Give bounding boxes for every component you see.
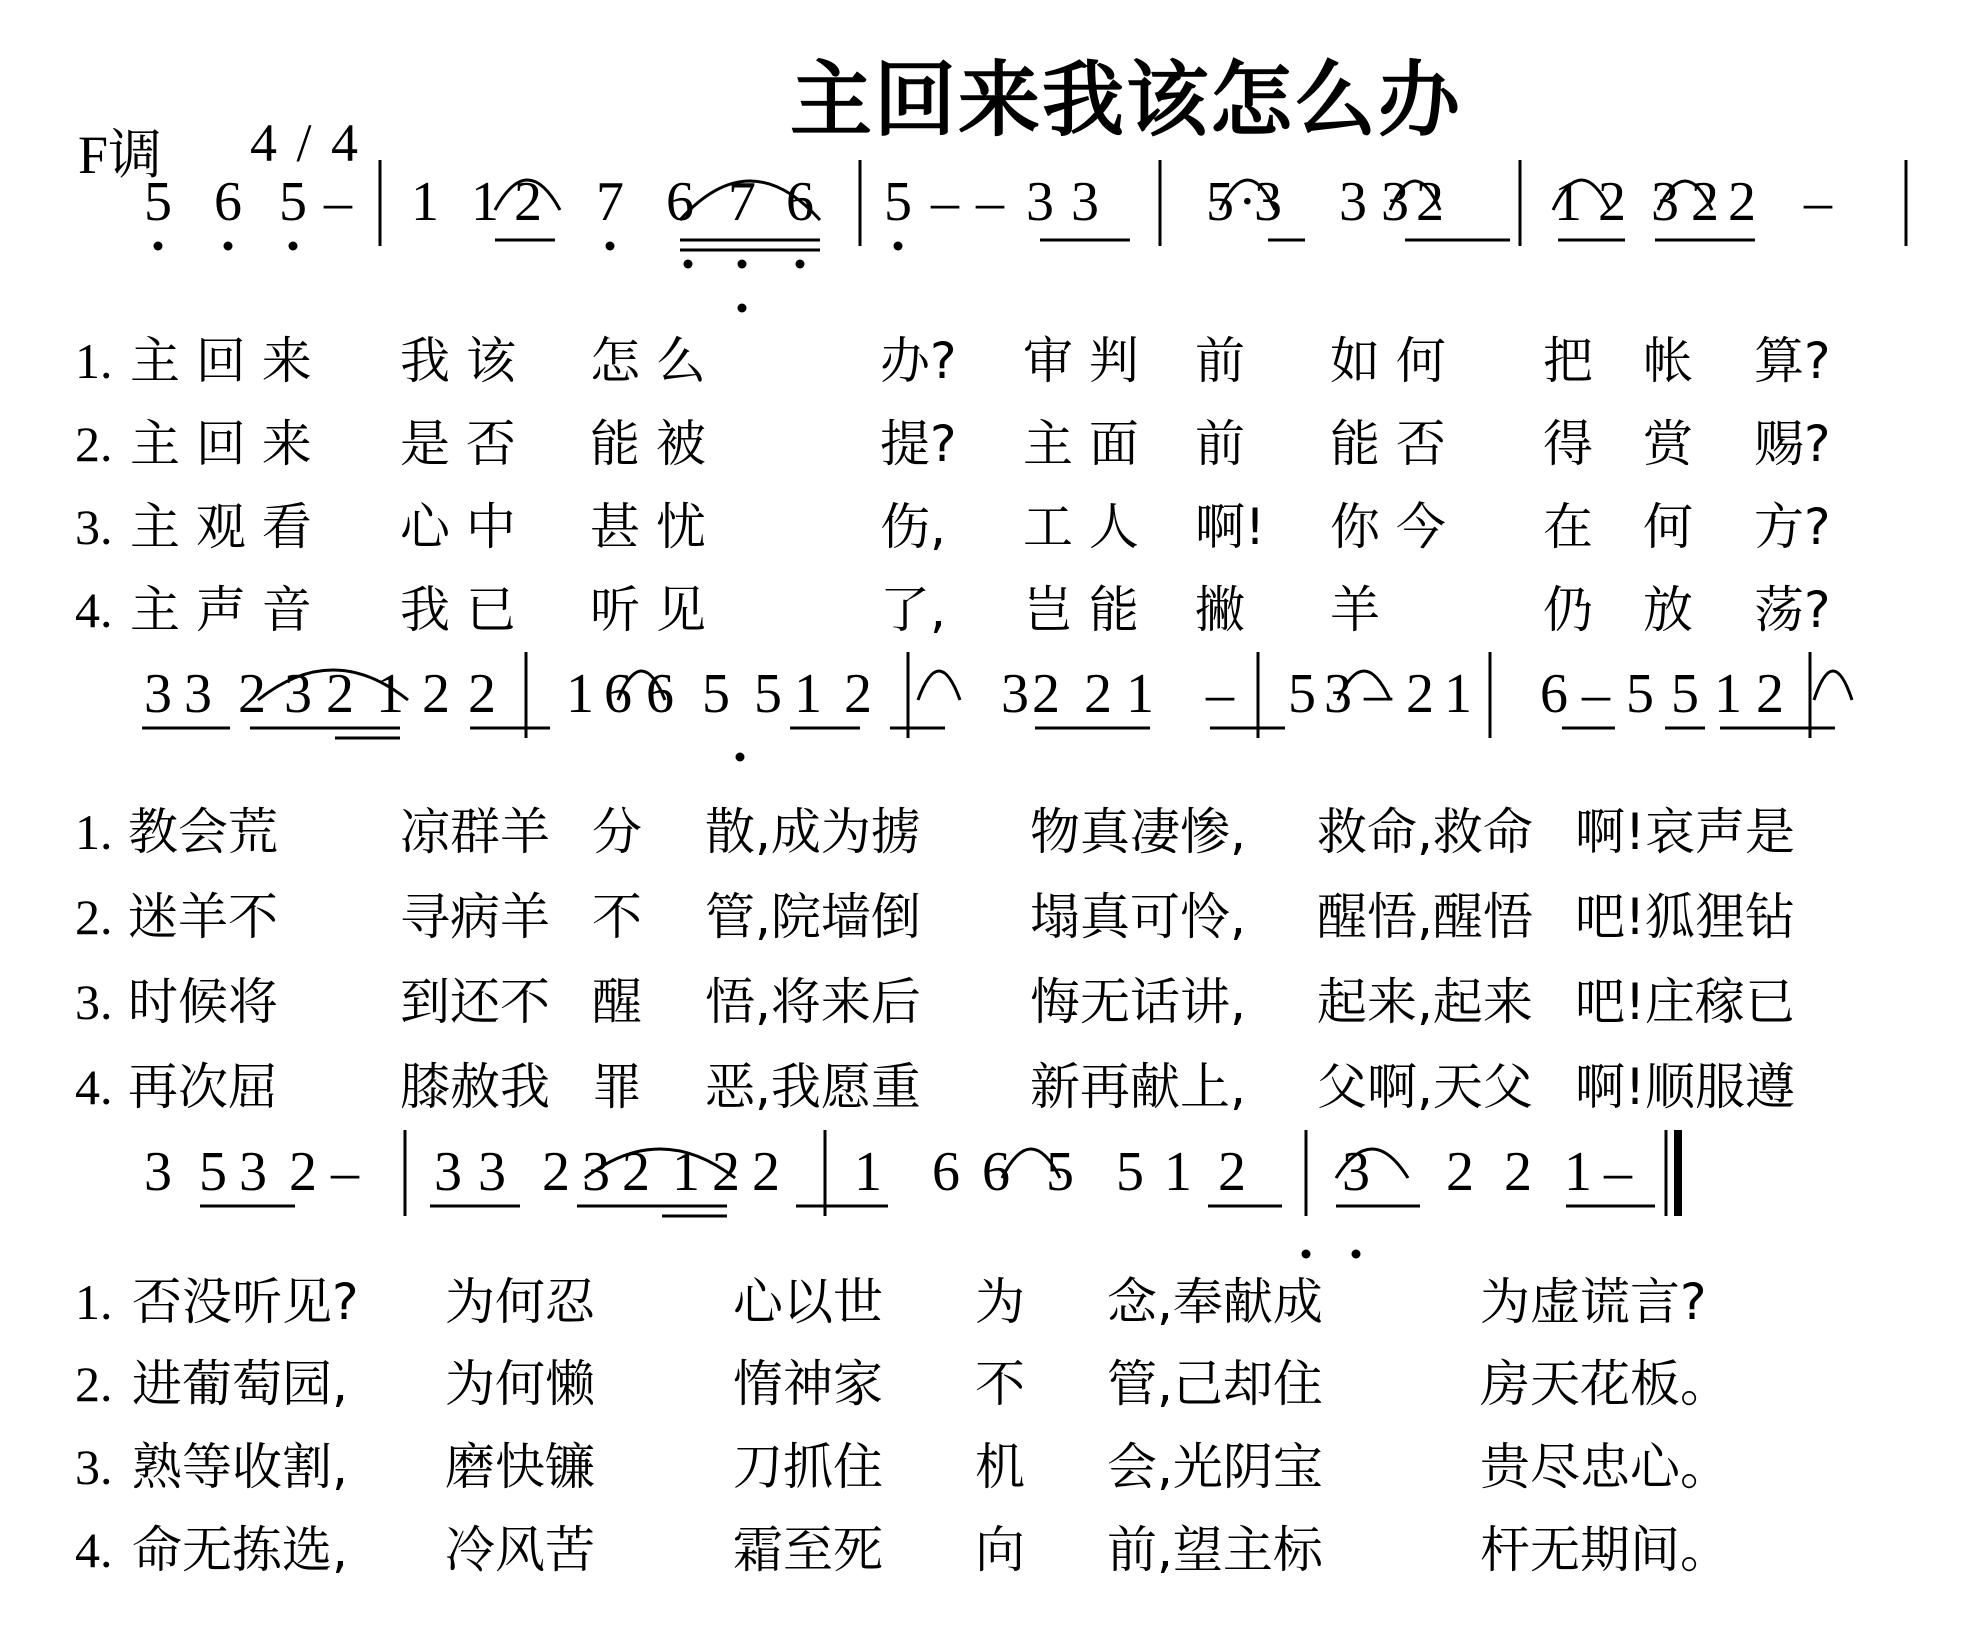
note: 3 [1339, 171, 1367, 233]
lyric-segment: 主 观 看 [130, 498, 312, 556]
lyric-segment: 霜至死 [733, 1521, 883, 1579]
lyric-segment: 向 [975, 1521, 1025, 1579]
verse-number: 2. [75, 416, 113, 472]
lyric-segment: 得 [1543, 415, 1593, 473]
lyric-segment: 起来,起来 [1317, 973, 1533, 1031]
lyric-segment: 迷羊不 [128, 888, 278, 946]
note: 2 [1504, 1141, 1532, 1203]
lyric-segment: 前,望主标 [1107, 1521, 1323, 1579]
octave-dot [738, 260, 747, 269]
note: 2 [1218, 1141, 1246, 1203]
note: 2 [752, 1141, 780, 1203]
octave-dot [738, 304, 747, 313]
lyric-segment: 醒悟,醒悟 [1317, 888, 1533, 946]
lyric-segment: 为何懒 [445, 1355, 595, 1413]
note: 2 [1728, 171, 1756, 233]
note: 3 [1324, 663, 1352, 725]
lyric-segment: 吧!狐狸钻 [1575, 888, 1796, 946]
verse-number: 1. [75, 333, 113, 389]
lyric-segment: 父啊,天父 [1317, 1058, 1533, 1116]
note: 3 [1651, 171, 1679, 233]
note: 3 [582, 1141, 610, 1203]
note: 5 [884, 171, 912, 233]
note: 1 [1126, 663, 1154, 725]
lyric-segment: 为虚谎言? [1480, 1273, 1707, 1331]
lyric-segment: 听 见 [590, 581, 706, 639]
tie-slur [618, 671, 665, 700]
note: 2 [514, 171, 542, 233]
note: 3 [1342, 1141, 1370, 1203]
note: 1 [1554, 171, 1582, 233]
lyric-segment: 命无拣选, [132, 1521, 348, 1579]
note: 3 [478, 1141, 506, 1203]
note: 2 [1416, 171, 1444, 233]
note: 1 [1714, 663, 1742, 725]
octave-dot [1302, 1250, 1311, 1259]
verse-number: 4. [75, 1522, 113, 1578]
note-dash: – [331, 1141, 359, 1203]
lyric-segment: 甚 忧 [590, 498, 706, 556]
verse-number: 3. [75, 974, 113, 1030]
verse-number: 1. [75, 804, 113, 860]
lyric-segment: 进葡萄园, [132, 1355, 348, 1413]
note: 2 [326, 663, 354, 725]
lyric-segment: 啊! [1195, 498, 1266, 556]
note: 1 [794, 663, 822, 725]
lyric-segment: 能 被 [590, 415, 706, 473]
note: 6 [666, 171, 694, 233]
lyric-segment: 塌真可怜, [1030, 888, 1246, 946]
octave-dot [154, 242, 163, 251]
lyric-segment: 膝赦我 [400, 1058, 550, 1116]
note: 5 [1626, 663, 1654, 725]
tie-slur [1002, 1149, 1060, 1178]
note: 1 [1444, 663, 1472, 725]
tie-slur [495, 180, 560, 210]
note: 6 [982, 1141, 1010, 1203]
lyric-segment: 工 人 [1023, 498, 1139, 556]
lyric-segment: 心 中 [400, 498, 516, 556]
lyric-segment: 会,光阴宝 [1107, 1438, 1323, 1496]
note: 6 [1540, 663, 1568, 725]
lyric-segment: 主 回 来 [130, 332, 312, 390]
lyric-segment: 念,奉献成 [1107, 1273, 1323, 1331]
lyric-segment: 散,成为掳 [705, 803, 921, 861]
lyric-segment: 物真凄惨, [1030, 803, 1246, 861]
note-dash: – [1364, 663, 1392, 725]
dot-marker: · [1238, 171, 1257, 233]
note: 1 [471, 171, 499, 233]
lyric-segment: 提? [880, 415, 957, 473]
octave-dot [606, 242, 615, 251]
lyric-segment: 磨快镰 [445, 1438, 595, 1496]
note: 5 [702, 663, 730, 725]
tie-slur [918, 671, 960, 700]
lyric-segment: 否没听见? [132, 1273, 359, 1331]
lyric-segment: 审 判 [1023, 332, 1139, 390]
lyric-segment: 怎 么 [590, 332, 706, 390]
tie-slur [1553, 180, 1610, 210]
note-dash: – [1582, 663, 1610, 725]
verse-number: 4. [75, 1059, 113, 1115]
note: 5 [1671, 663, 1699, 725]
octave-dot [736, 753, 745, 762]
lyric-segment: 救命,救命 [1317, 803, 1533, 861]
note: 3 [1001, 663, 1029, 725]
lyric-segment: 凉群羊 [400, 803, 550, 861]
lyric-segment: 寻病羊 [400, 888, 550, 946]
lyric-segment: 时候将 [128, 973, 278, 1031]
tie-slur [258, 670, 408, 700]
lyric-segment: 你 今 [1330, 498, 1446, 556]
note: 2 [622, 1141, 650, 1203]
lyric-segment: 到还不 [400, 973, 550, 1031]
lyric-segment: 醒 [592, 973, 642, 1031]
tie-slur [1814, 671, 1852, 700]
octave-dot [684, 260, 693, 269]
lyric-segment: 管,院墙倒 [705, 888, 921, 946]
lyric-segment: 伤, [880, 498, 946, 556]
lyric-segment: 分 [592, 803, 642, 861]
octave-dot [224, 242, 233, 251]
note: 1 [411, 171, 439, 233]
lyric-segment: 啊!顺服遵 [1575, 1058, 1796, 1116]
note: 1 [566, 663, 594, 725]
tie-slur [1658, 181, 1712, 210]
note-dash: – [976, 171, 1004, 233]
note: 2 [1691, 171, 1719, 233]
note: 6 [604, 663, 632, 725]
lyric-segment: 我 已 [400, 581, 516, 639]
lyric-segment: 赐? [1754, 415, 1831, 473]
lyric-segment: 恶,我愿重 [705, 1058, 921, 1116]
note: 1 [1564, 1141, 1592, 1203]
note: 2 [542, 1141, 570, 1203]
note: 2 [844, 663, 872, 725]
lyric-segment: 能 否 [1330, 415, 1446, 473]
note: 3 [1026, 171, 1054, 233]
key-signature: F调 [78, 125, 163, 185]
note: 6 [214, 171, 242, 233]
lyric-segment: 为 [975, 1273, 1025, 1331]
lyric-segment: 办? [880, 332, 957, 390]
lyric-segment: 悟,将来后 [705, 973, 921, 1031]
lyric-segment: 房天花板。 [1480, 1355, 1730, 1413]
lyric-segment: 杆无期间。 [1480, 1521, 1730, 1579]
lyric-segment: 主 声 音 [130, 581, 312, 639]
note: 6 [932, 1141, 960, 1203]
lyric-segment: 心以世 [733, 1273, 883, 1331]
note: 3 [144, 1141, 172, 1203]
lyric-segment: 在 [1543, 498, 1593, 556]
lyric-segment: 主 回 来 [130, 415, 312, 473]
tie-slur [1220, 180, 1275, 210]
note: 1 [376, 663, 404, 725]
lyric-segment: 机 [975, 1438, 1025, 1496]
note: 5 [1046, 1141, 1074, 1203]
verse-number: 3. [75, 1439, 113, 1495]
lyric-segment: 把 [1543, 332, 1593, 390]
note: 5 [1288, 663, 1316, 725]
note: 5 [1206, 171, 1234, 233]
note: 5 [144, 171, 172, 233]
note: 7 [596, 171, 624, 233]
note-dash: – [1206, 663, 1234, 725]
note: 5 [754, 663, 782, 725]
note: 2 [238, 663, 266, 725]
note: 2 [468, 663, 496, 725]
lyric-segment: 何 [1643, 498, 1693, 556]
lyric-segment: 赏 [1643, 415, 1693, 473]
note: 2 [1406, 663, 1434, 725]
note: 2 [1756, 663, 1784, 725]
lyric-segment: 前 [1195, 415, 1245, 473]
verse-number: 2. [75, 889, 113, 945]
lyric-segment: 刀抓住 [733, 1438, 883, 1496]
song-title: 主回来我该怎么办 [790, 53, 1463, 148]
lyric-segment: 管,己却住 [1107, 1355, 1323, 1413]
tie-slur [680, 181, 820, 220]
note: 5 [1116, 1141, 1144, 1203]
note: 2 [1084, 663, 1112, 725]
octave-dot [796, 260, 805, 269]
lyric-segment: 岂 能 [1023, 581, 1139, 639]
lyric-segment: 羊 [1330, 581, 1380, 639]
note: 2 [1446, 1141, 1474, 1203]
tie-slur [1336, 1149, 1408, 1178]
note: 3 [184, 663, 212, 725]
lyric-segment: 方? [1754, 498, 1831, 556]
octave-dot [289, 242, 298, 251]
lyric-segment: 撇 [1195, 581, 1245, 639]
note: 5 [279, 171, 307, 233]
note: 1 [672, 1141, 700, 1203]
lyric-segment: 仍 [1543, 581, 1593, 639]
lyric-segment: 为何忍 [445, 1273, 595, 1331]
lyric-segment: 新再献上, [1030, 1058, 1246, 1116]
lyric-segment: 如 何 [1330, 332, 1446, 390]
note: 2 [712, 1141, 740, 1203]
note-dash: – [1804, 171, 1832, 233]
lyric-segment: 荡? [1754, 581, 1831, 639]
note: 7 [728, 171, 756, 233]
note: 3 [1254, 171, 1282, 233]
note-dash: – [931, 171, 959, 233]
verse-number: 2. [75, 1356, 113, 1412]
note: 3 [239, 1141, 267, 1203]
note: 3 [434, 1141, 462, 1203]
lyric-segment: 是 否 [400, 415, 516, 473]
note: 3 [1381, 171, 1409, 233]
note: 2 [1598, 171, 1626, 233]
verse-number: 3. [75, 499, 113, 555]
note: 3 [284, 663, 312, 725]
note-dash: – [324, 171, 352, 233]
lyric-segment: 放 [1643, 581, 1693, 639]
note: 6 [646, 663, 674, 725]
note: 2 [289, 1141, 317, 1203]
note-dash: – [1604, 1141, 1632, 1203]
lyric-segment: 不 [592, 888, 642, 946]
lyric-segment: 贵尽忠心。 [1480, 1438, 1730, 1496]
note: 5 [199, 1141, 227, 1203]
lyric-segment: 惰神家 [733, 1355, 883, 1413]
octave-dot [1352, 1250, 1361, 1259]
note: 2 [1032, 663, 1060, 725]
octave-dot [894, 242, 903, 251]
lyric-segment: 了, [880, 581, 946, 639]
lyric-segment: 教会荒 [128, 803, 278, 861]
lyric-segment: 熟等收割, [132, 1438, 348, 1496]
lyric-segment: 冷风苦 [445, 1521, 595, 1579]
tie-slur [585, 1149, 735, 1178]
lyric-segment: 吧!庄稼已 [1575, 973, 1796, 1031]
verse-number: 4. [75, 582, 113, 638]
lyric-segment: 悔无话讲, [1030, 973, 1246, 1031]
tie-slur [1390, 181, 1440, 210]
tie-slur [1338, 671, 1390, 700]
verse-number: 1. [75, 1274, 113, 1330]
lyric-segment: 帐 [1643, 332, 1693, 390]
lyric-segment: 主 面 [1023, 415, 1139, 473]
lyric-segment: 算? [1754, 332, 1831, 390]
note: 1 [1164, 1141, 1192, 1203]
note: 2 [422, 663, 450, 725]
note: 3 [144, 663, 172, 725]
lyric-segment: 我 该 [400, 332, 516, 390]
lyric-segment: 罪 [592, 1058, 642, 1116]
lyric-segment: 前 [1195, 332, 1245, 390]
time-signature: 4 / 4 [250, 113, 359, 173]
note: 1 [854, 1141, 882, 1203]
note: 6 [786, 171, 814, 233]
lyric-segment: 啊!哀声是 [1575, 803, 1796, 861]
lyric-segment: 不 [975, 1355, 1025, 1413]
note: 3 [1071, 171, 1099, 233]
lyric-segment: 再次屈 [128, 1058, 278, 1116]
